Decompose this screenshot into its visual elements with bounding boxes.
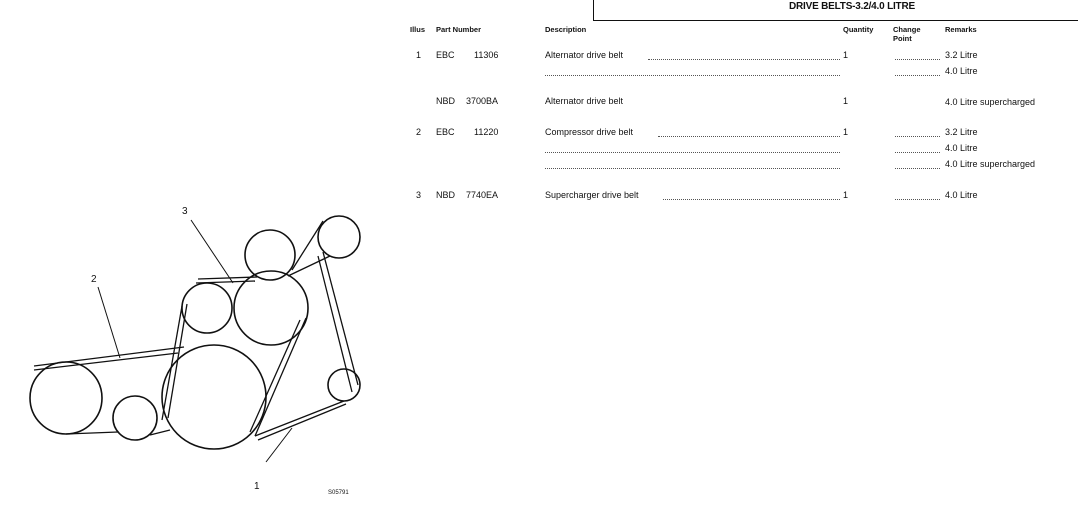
belt-2-upper (34, 347, 184, 366)
row-description: Alternator drive belt (545, 50, 624, 60)
leader-dots (545, 75, 840, 76)
row-illus: 2 (416, 127, 422, 137)
row-part-prefix: NBD (436, 96, 456, 106)
row-description: Alternator drive belt (545, 96, 624, 106)
belt-3-left-inner (168, 304, 187, 418)
row-remarks: 3.2 Litre (945, 127, 978, 137)
leader-dots (895, 199, 940, 200)
row-quantity: 1 (843, 96, 849, 106)
pulley-left (30, 362, 102, 434)
callout-2: 2 (91, 274, 97, 285)
leader-dots (895, 75, 940, 76)
pulley-compressor (234, 271, 308, 345)
figure-reference: S05791 (328, 490, 349, 496)
row-quantity: 1 (843, 190, 849, 200)
row-remarks: 4.0 Litre supercharged (945, 97, 1036, 107)
belt-2-upper-inner (34, 353, 178, 370)
row-part-prefix: EBC (436, 127, 455, 137)
row-part-number: 3700BA (466, 96, 499, 106)
belt-3-top (196, 281, 255, 283)
row-remarks: 4.0 Litre (945, 66, 978, 76)
callout-1-leader (266, 428, 292, 462)
row-remarks: 4.0 Litre supercharged (945, 159, 1036, 169)
callout-1: 1 (254, 481, 260, 492)
row-description: Supercharger drive belt (545, 190, 639, 200)
callout-3-leader (191, 220, 233, 283)
col-desc-header: Description (545, 25, 587, 34)
row-part-number: 7740EA (466, 190, 499, 200)
leader-dots (895, 168, 940, 169)
belt-3-upper-right (292, 221, 323, 270)
pulley-alternator (182, 283, 232, 333)
col-illus-header: Illus (410, 25, 426, 34)
row-part-number: 11306 (474, 50, 499, 60)
belt-1-bottom-outer (258, 404, 346, 440)
belt-diagram (0, 190, 380, 509)
row-description: Compressor drive belt (545, 127, 634, 137)
belt-3-left (162, 306, 182, 420)
callout-2-leader (98, 287, 120, 358)
row-remarks: 4.0 Litre (945, 190, 978, 200)
leader-dots (545, 168, 840, 169)
callout-3: 3 (182, 206, 188, 217)
row-remarks: 3.2 Litre (945, 50, 978, 60)
leader-dots (658, 136, 840, 137)
row-part-prefix: EBC (436, 50, 455, 60)
leader-dots (648, 59, 840, 60)
row-part-number: 11220 (474, 127, 499, 137)
leader-dots (895, 59, 940, 60)
row-illus: 1 (416, 50, 422, 60)
col-change-header: Change Point (893, 25, 921, 43)
leader-dots (895, 152, 940, 153)
row-part-prefix: NBD (436, 190, 456, 200)
page-title: DRIVE BELTS-3.2/4.0 LITRE (789, 1, 915, 12)
pulley-top (245, 230, 295, 280)
col-part-header: Part Number (436, 25, 482, 34)
belt-3-right (323, 252, 358, 385)
col-remarks-header: Remarks (945, 25, 977, 34)
leader-dots (663, 199, 840, 200)
leader-dots (895, 136, 940, 137)
leader-dots (545, 152, 840, 153)
row-illus: 3 (416, 190, 422, 200)
row-remarks: 4.0 Litre (945, 143, 978, 153)
pulley-top-right (318, 216, 360, 258)
row-quantity: 1 (843, 127, 849, 137)
title-box (593, 0, 1078, 21)
row-quantity: 1 (843, 50, 849, 60)
col-qty-header: Quantity (843, 25, 874, 34)
pulley-idler-small (113, 396, 157, 440)
belt-1-right-inner (250, 320, 300, 432)
